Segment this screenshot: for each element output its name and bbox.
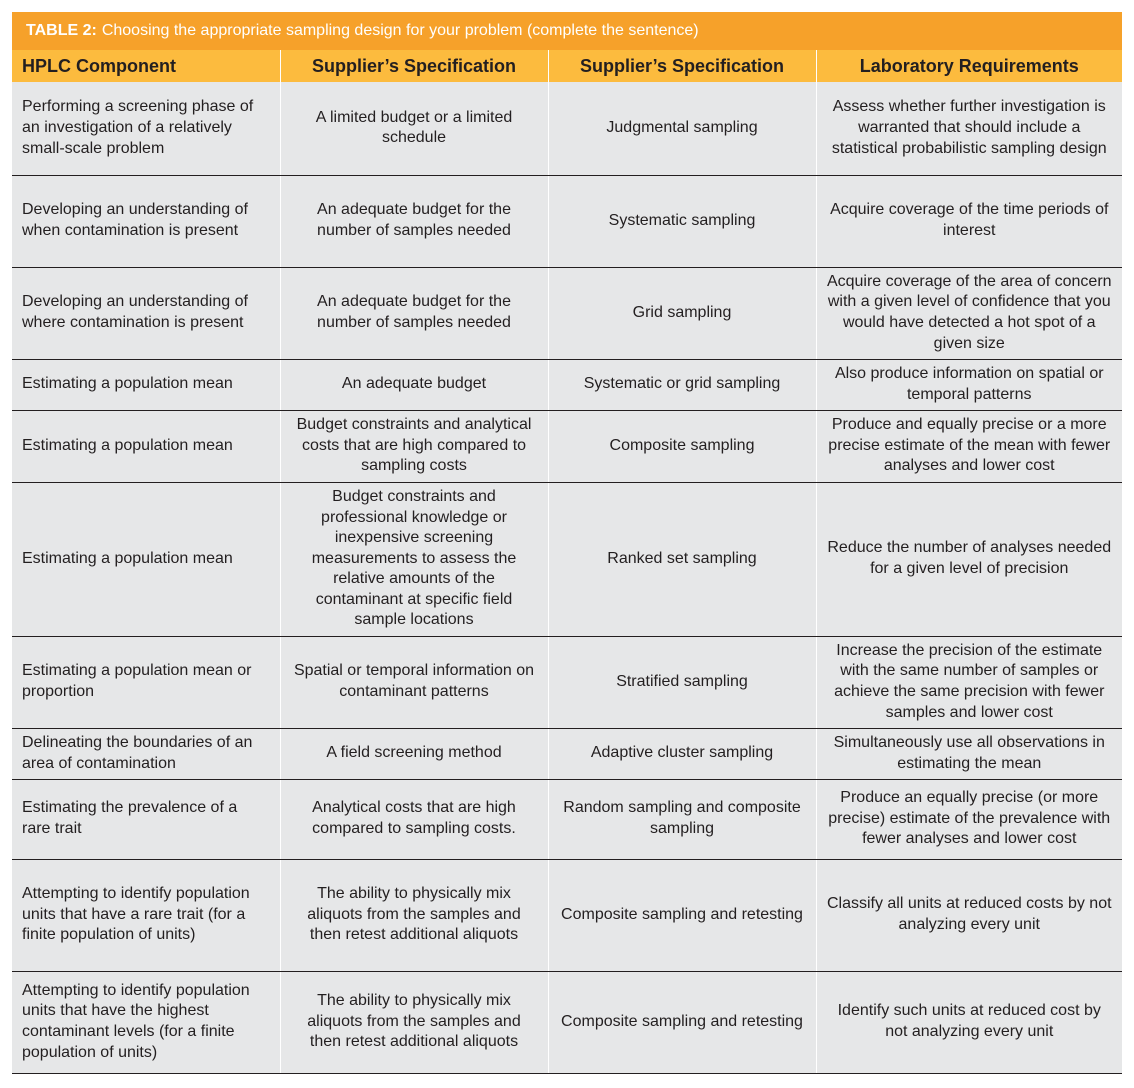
table-cell: The ability to physically mix aliquots from the samples and then retest additional aliquots	[280, 971, 548, 1073]
table-cell: Produce an equally precise (or more precise) estimate of the prevalence with fewer analyses and lower cost	[816, 779, 1122, 859]
table-cell: Estimating a population mean	[12, 359, 280, 410]
table-cell: Assess whether further investigation is warranted that should include a statistical probabilistic sampling design	[816, 82, 1122, 175]
table-row	[12, 779, 1122, 859]
table-cell: Estimating a population mean or proportion	[12, 636, 280, 728]
table-cell: A field screening method	[280, 728, 548, 779]
table-cell: An adequate budget	[280, 359, 548, 410]
table-cell: Composite sampling and retesting	[548, 971, 816, 1073]
table-cell: The ability to physically mix aliquots from the samples and then retest additional aliquots	[280, 859, 548, 971]
table-cell: Budget constraints and professional knowledge or inexpensive screening measurements to assess the relative amounts of the contaminant at specific field sample locations	[280, 482, 548, 636]
table-cell: Simultaneously use all observations in estimating the mean	[816, 728, 1122, 779]
table-cell: A limited budget or a limited schedule	[280, 82, 548, 175]
table-row	[12, 175, 1122, 267]
table-cell: Stratified sampling	[548, 636, 816, 728]
table-cell: Composite sampling	[548, 410, 816, 482]
table-cell: Attempting to identify population units that have a rare trait (for a finite population of units)	[12, 859, 280, 971]
sampling-design-table	[12, 50, 1122, 1074]
table-cell: Acquire coverage of the area of concern with a given level of confidence that you would have detected a hot spot of a given size	[816, 267, 1122, 359]
table-cell: Grid sampling	[548, 267, 816, 359]
table-row	[12, 482, 1122, 636]
table-caption-label: TABLE 2:	[26, 22, 97, 39]
table-cell: Developing an understanding of where contamination is present	[12, 267, 280, 359]
table-cell: Attempting to identify population units that have the highest contaminant levels (for a finite population of units)	[12, 971, 280, 1073]
table-cell: Classify all units at reduced costs by not analyzing every unit	[816, 859, 1122, 971]
table-row	[12, 359, 1122, 410]
table-cell: Analytical costs that are high compared to sampling costs.	[280, 779, 548, 859]
column-header-supplier-specification-2: Supplier’s Specification	[548, 50, 816, 82]
table-cell: Increase the precision of the estimate with the same number of samples or achieve the same precision with fewer samples and lower cost	[816, 636, 1122, 728]
table-cell: Reduce the number of analyses needed for a given level of precision	[816, 482, 1122, 636]
table-cell: Budget constraints and analytical costs that are high compared to sampling costs	[280, 410, 548, 482]
table-caption-text: Choosing the appropriate sampling design for your problem (complete the sentence)	[101, 22, 699, 39]
table-header-row	[12, 50, 1122, 82]
table-cell: Systematic sampling	[548, 175, 816, 267]
table-cell: Adaptive cluster sampling	[548, 728, 816, 779]
table-cell: Produce and equally precise or a more precise estimate of the mean with fewer analyses and lower cost	[816, 410, 1122, 482]
table-caption	[12, 12, 1122, 50]
table-cell: Estimating the prevalence of a rare trait	[12, 779, 280, 859]
table-cell: An adequate budget for the number of samples needed	[280, 267, 548, 359]
table-cell: Developing an understanding of when contamination is present	[12, 175, 280, 267]
table-row	[12, 410, 1122, 482]
table-cell: Performing a screening phase of an investigation of a relatively small-scale problem	[12, 82, 280, 175]
table-cell: An adequate budget for the number of samples needed	[280, 175, 548, 267]
table-row	[12, 728, 1122, 779]
table-cell: Acquire coverage of the time periods of interest	[816, 175, 1122, 267]
table-cell: Composite sampling and retesting	[548, 859, 816, 971]
table-cell: Also produce information on spatial or temporal patterns	[816, 359, 1122, 410]
table-cell: Delineating the boundaries of an area of contamination	[12, 728, 280, 779]
table-cell: Random sampling and composite sampling	[548, 779, 816, 859]
table-cell: Judgmental sampling	[548, 82, 816, 175]
column-header-laboratory-requirements: Laboratory Requirements	[816, 50, 1122, 82]
table-cell: Spatial or temporal information on contaminant patterns	[280, 636, 548, 728]
table-cell: Systematic or grid sampling	[548, 359, 816, 410]
table-row	[12, 267, 1122, 359]
table-row	[12, 971, 1122, 1073]
table-row	[12, 859, 1122, 971]
table-cell: Ranked set sampling	[548, 482, 816, 636]
column-header-hplc-component: HPLC Component	[12, 50, 280, 82]
table-cell: Estimating a population mean	[12, 410, 280, 482]
column-header-supplier-specification-1: Supplier’s Specification	[280, 50, 548, 82]
sampling-design-table-figure	[12, 12, 1122, 1074]
table-cell: Estimating a population mean	[12, 482, 280, 636]
table-row	[12, 82, 1122, 175]
table-cell: Identify such units at reduced cost by not analyzing every unit	[816, 971, 1122, 1073]
table-row	[12, 636, 1122, 728]
